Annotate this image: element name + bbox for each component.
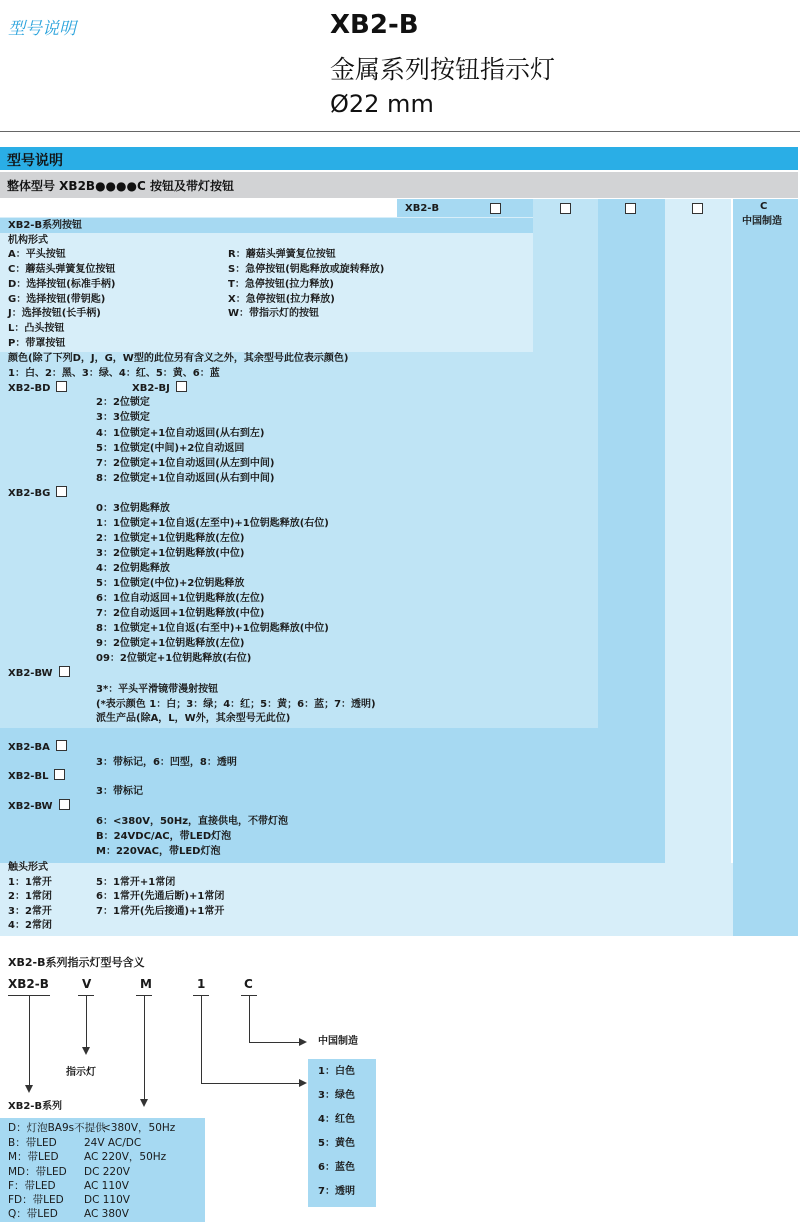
bg-item: 9：2位锁定+1位钥匙释放(左位) <box>96 638 245 649</box>
bl-checkbox[interactable] <box>54 769 65 780</box>
arrow-lamp <box>82 1047 90 1055</box>
column-c-bg <box>733 199 798 936</box>
section-bar-label: 型号说明 <box>7 153 63 169</box>
indicator-code-series: XB2-B <box>8 977 49 991</box>
connector-china <box>249 995 250 1042</box>
code-box-4[interactable] <box>692 203 703 214</box>
voltage-type: B：带LED <box>8 1137 57 1149</box>
color-item: 5：黄色 <box>318 1138 355 1149</box>
bj-label <box>132 381 187 396</box>
contact-right: 6：1常开(先通后断)+1常闭 <box>96 891 225 902</box>
bw-item: 3*：平头平滑镜带漫射按钮 <box>96 684 219 695</box>
bw-label <box>8 666 70 681</box>
bw-checkbox[interactable] <box>59 666 70 677</box>
contact-title: 触头形式 <box>8 862 48 873</box>
header-section-label: 型号说明 <box>8 19 76 39</box>
voltage-type: FD：带LED <box>8 1194 64 1206</box>
ba-label-text: XB2-BA <box>8 742 50 753</box>
code-suffix-label: 中国制造 <box>742 216 782 227</box>
mech-left-4: J：选择按钮(长手柄) <box>8 308 101 319</box>
arrow-series <box>25 1085 33 1093</box>
header-divider <box>0 131 800 132</box>
mech-right-1: S：急停按钮(钥匙释放或旋转释放) <box>228 264 385 275</box>
series-title: XB2-B系列按钮 <box>8 220 83 231</box>
bd-checkbox[interactable] <box>56 381 67 392</box>
bg-checkbox[interactable] <box>56 486 67 497</box>
connector-color-h <box>201 1083 299 1084</box>
product-subtitle: 金属系列按钮指示灯 <box>330 55 556 84</box>
label-series: XB2-B系列 <box>8 1101 63 1112</box>
bd-label-text: XB2-BD <box>8 383 51 394</box>
bw-label-text: XB2-BW <box>8 668 53 679</box>
color-item: 1：白色 <box>318 1066 355 1077</box>
diameter-label: Ø22 mm <box>330 90 434 118</box>
model-title: XB2-B <box>330 10 419 40</box>
color-block <box>0 352 598 728</box>
bg-item: 1：1位锁定+1位自返(左至中)+1位钥匙释放(右位) <box>96 518 329 529</box>
bd-item: 8：2位锁定+1位自动返回(从右到中间) <box>96 473 275 484</box>
code-box-3[interactable] <box>625 203 636 214</box>
bl-label-text: XB2-BL <box>8 771 49 782</box>
bg-label-text: XB2-BG <box>8 488 51 499</box>
label-china: 中国制造 <box>318 1036 358 1047</box>
voltage-type: M：带LED <box>8 1151 59 1163</box>
mech-left-1: C：蘑菇头弹簧复位按钮 <box>8 264 116 275</box>
code-box-1[interactable] <box>490 203 501 214</box>
code-suffix: C <box>760 201 768 212</box>
mech-left-5: L：凸头按钮 <box>8 323 65 334</box>
mech-left-3: G：选择按钮(带钥匙) <box>8 294 106 305</box>
voltage-value: AC 220V，50Hz <box>84 1151 167 1163</box>
connector-color <box>201 995 202 1083</box>
bw2-item: 6：<380V，50Hz，直接供电，不带灯泡 <box>96 816 289 827</box>
contact-right: 5：1常开+1常闭 <box>96 877 176 888</box>
ba-item: 3：带标记，6：凹型，8：透明 <box>96 757 237 768</box>
bg-item: 2：1位锁定+1位钥匙释放(左位) <box>96 533 245 544</box>
bg-item: 6：1位自动返回+1位钥匙释放(左位) <box>96 593 265 604</box>
code-box-2[interactable] <box>560 203 571 214</box>
arrow-voltage <box>140 1099 148 1107</box>
connector-china-h <box>249 1042 299 1043</box>
bd-item: 4：1位锁定+1位自动返回(从右到左) <box>96 428 265 439</box>
bg-item: 5：1位锁定(中位)+2位钥匙释放 <box>96 578 245 589</box>
voltage-value: AC 380V <box>84 1208 129 1220</box>
voltage-type: F：带LED <box>8 1180 56 1192</box>
indicator-code-c: C <box>244 977 253 991</box>
connector-lamp <box>86 995 87 1047</box>
indicator-code-m: M <box>140 977 152 991</box>
bd-item: 2：2位锁定 <box>96 397 150 408</box>
contact-right: 7：1常开(先后接通)+1常开 <box>96 906 225 917</box>
subsection-bar-label: 整体型号 XB2B●●●●C 按钮及带灯按钮 <box>7 179 234 193</box>
bg-item: 0：3位钥匙释放 <box>96 503 170 514</box>
mech-left-2: D：选择按钮(标准手柄) <box>8 279 116 290</box>
bw-item: (*表示颜色 1：白；3：绿；4：红；5：黄；6：蓝；7：透明) <box>96 699 376 710</box>
column-4-bg <box>665 199 731 936</box>
voltage-type: Q：带LED <box>8 1208 58 1220</box>
mech-right-2: T：急停按钮(拉力释放) <box>228 279 334 290</box>
voltage-value: <380V，50Hz <box>102 1122 176 1134</box>
subsection-bar <box>0 172 798 198</box>
voltage-value: DC 110V <box>84 1194 130 1206</box>
voltage-value: DC 220V <box>84 1166 130 1178</box>
contact-left: 3：2常开 <box>8 906 52 917</box>
code-prefix: XB2-B <box>405 203 440 214</box>
bw2-item: B：24VDC/AC，带LED灯泡 <box>96 831 232 842</box>
bw2-label-text: XB2-BW <box>8 801 53 812</box>
arrow-china <box>299 1038 307 1046</box>
color-item: 7：透明 <box>318 1186 355 1197</box>
bd-item: 3：3位锁定 <box>96 412 150 423</box>
bw2-checkbox[interactable] <box>59 799 70 810</box>
bg-item: 09：2位锁定+1位钥匙释放(右位) <box>96 653 252 664</box>
ba-label <box>8 740 67 755</box>
mech-title: 机构形式 <box>8 235 48 246</box>
bw2-item: M：220VAC，带LED灯泡 <box>96 846 221 857</box>
connector-voltage <box>144 995 145 1099</box>
bg-label <box>8 486 67 501</box>
mech-left-6: P：带罩按钮 <box>8 338 66 349</box>
bd-label <box>8 381 67 396</box>
bg-item: 3：2位锁定+1位钥匙释放(中位) <box>96 548 245 559</box>
label-lamp: 指示灯 <box>66 1067 96 1078</box>
color-list: 1：白、2：黑、3：绿、4：红、5：黄、6：蓝 <box>8 368 220 379</box>
color-item: 4：红色 <box>318 1114 355 1125</box>
mech-right-4: W：带指示灯的按钮 <box>228 308 320 319</box>
color-item: 3：绿色 <box>318 1090 355 1101</box>
bd-item: 5：1位锁定(中间)+2位自动返回 <box>96 443 245 454</box>
mech-right-0: R：蘑菇头弹簧复位按钮 <box>228 249 336 260</box>
indicator-title: XB2-B系列指示灯型号含义 <box>8 956 145 969</box>
bd-item: 7：2位锁定+1位自动返回(从左到中间) <box>96 458 275 469</box>
voltage-value: AC 110V <box>84 1180 129 1192</box>
contact-left: 1：1常开 <box>8 877 52 888</box>
bl-item: 3：带标记 <box>96 786 143 797</box>
contact-left: 4：2常闭 <box>8 920 52 931</box>
bj-label-text: XB2-BJ <box>132 383 170 394</box>
arrow-color <box>299 1079 307 1087</box>
voltage-value: 24V AC/DC <box>84 1137 142 1149</box>
bg-item: 7：2位自动返回+1位钥匙释放(中位) <box>96 608 265 619</box>
voltage-type: D：灯泡BA9s不提供 <box>8 1122 106 1134</box>
color-title: 颜色(除了下列D，J，G，W型的此位另有含义之外，其余型号此位表示颜色) <box>8 353 349 364</box>
mech-right-3: X：急停按钮(拉力释放) <box>228 294 335 305</box>
connector-series <box>29 995 30 1085</box>
bl-label <box>8 769 65 784</box>
indicator-code-1: 1 <box>197 977 206 991</box>
voltage-type: MD：带LED <box>8 1166 67 1178</box>
bw2-label <box>8 799 70 814</box>
bj-checkbox[interactable] <box>176 381 187 392</box>
color-item: 6：蓝色 <box>318 1162 355 1173</box>
ba-checkbox[interactable] <box>56 740 67 751</box>
section-bar <box>0 147 798 170</box>
indicator-code-v: V <box>82 977 92 991</box>
contact-left: 2：1常闭 <box>8 891 52 902</box>
bw-item: 派生产品(除A，L，W外，其余型号无此位) <box>96 713 291 724</box>
mech-left-0: A：平头按钮 <box>8 249 66 260</box>
bg-item: 4：2位钥匙释放 <box>96 563 170 574</box>
bg-item: 8：1位锁定+1位自返(右至中)+1位钥匙释放(中位) <box>96 623 329 634</box>
